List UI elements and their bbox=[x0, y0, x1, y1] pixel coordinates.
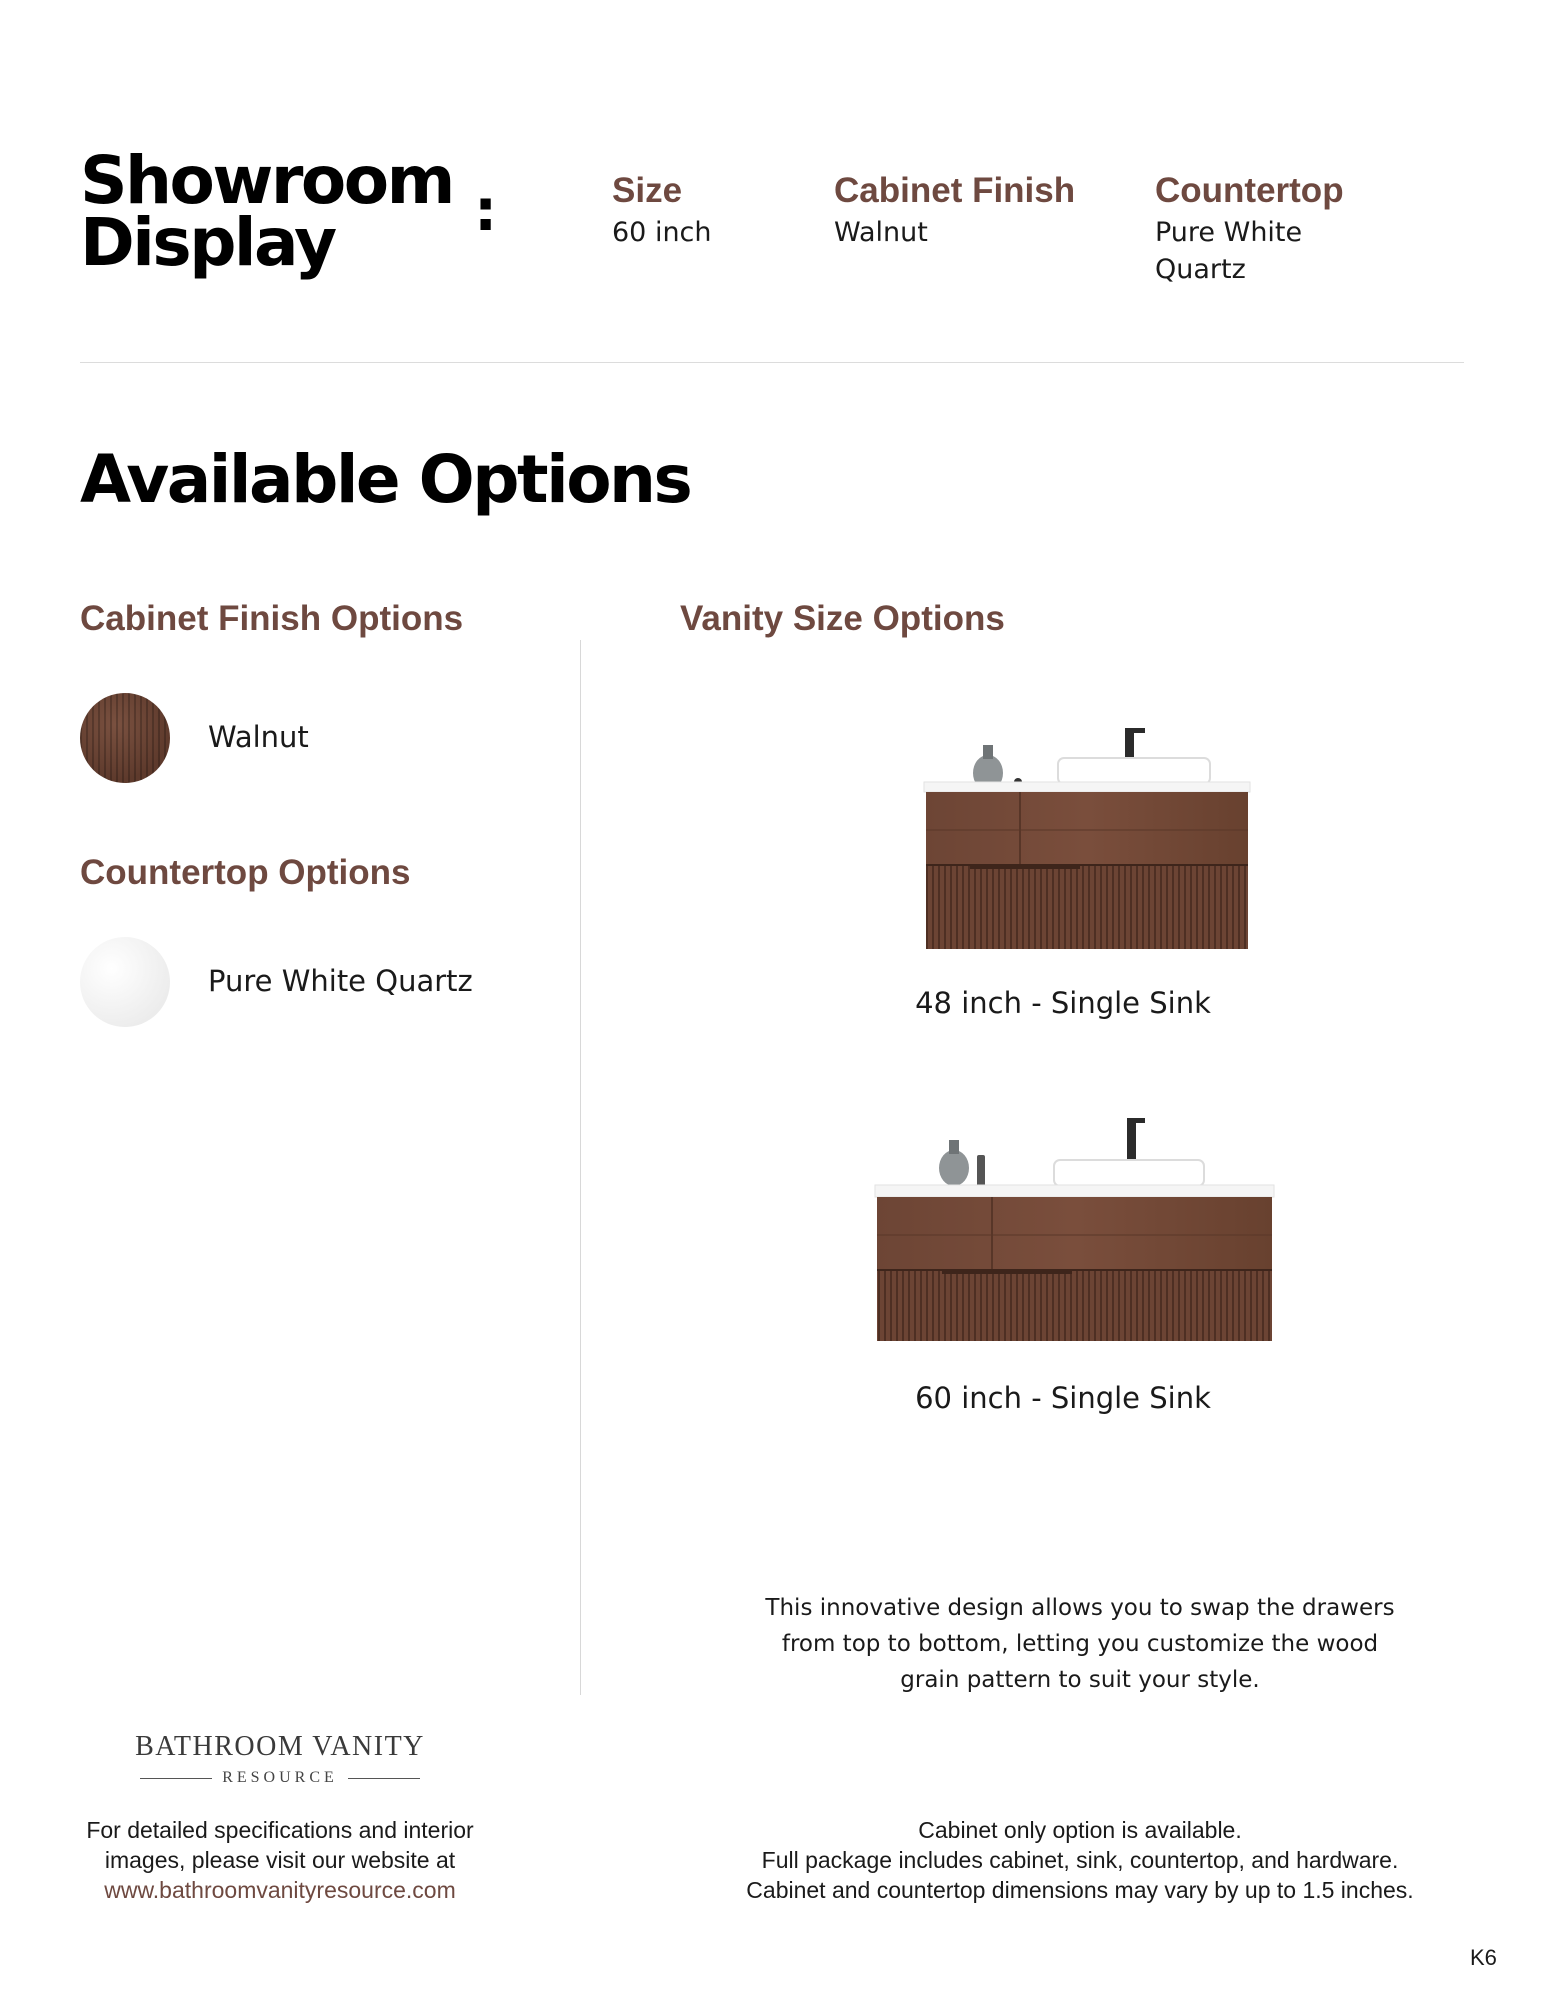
spec-countertop-value-line-2: Quartz bbox=[1155, 254, 1246, 285]
footer-website-info bbox=[40, 1815, 520, 1905]
spec-cabinet-finish bbox=[834, 170, 1075, 251]
page-title-line-2: Display bbox=[80, 204, 335, 281]
column-divider bbox=[580, 640, 581, 1695]
footer-left-line-1: For detailed specifications and interior bbox=[86, 1817, 474, 1843]
page-code: K6 bbox=[1470, 1945, 1497, 1970]
spec-size-label: Size bbox=[612, 171, 683, 210]
title-separator: : bbox=[474, 176, 498, 244]
walnut-swatch bbox=[80, 693, 170, 783]
swap-drawers-note bbox=[760, 1590, 1400, 1698]
page-title-line-1: Showroom bbox=[80, 142, 453, 219]
pure-white-quartz-swatch bbox=[80, 937, 170, 1027]
brand-name-top: BATHROOM VANITY bbox=[135, 1731, 425, 1762]
note-line-1: This innovative design allows you to swap the drawers bbox=[765, 1595, 1395, 1621]
footer-right-line-3: Cabinet and countertop dimensions may vary by up to 1.5 inches. bbox=[746, 1877, 1414, 1903]
vanity-60-inch-caption: 60 inch - Single Sink bbox=[915, 1381, 1211, 1415]
cabinet-finish-options-heading: Cabinet Finish Options bbox=[80, 599, 464, 638]
footer-package-info bbox=[700, 1815, 1460, 1905]
pure-white-quartz-option-label: Pure White Quartz bbox=[208, 964, 473, 998]
footer-left-line-2: images, please visit our website at bbox=[104, 1847, 456, 1873]
spec-countertop-value-line-1: Pure White bbox=[1155, 217, 1303, 248]
vanity-60-inch-image bbox=[872, 1115, 1277, 1347]
brand-rule-left bbox=[140, 1778, 212, 1779]
brand-logo bbox=[130, 1730, 430, 1788]
vanity-48-inch-image bbox=[920, 725, 1255, 957]
vanity-size-options-heading: Vanity Size Options bbox=[680, 599, 1005, 638]
walnut-option-label: Walnut bbox=[208, 720, 309, 754]
footer-right-line-2: Full package includes cabinet, sink, countertop, and hardware. bbox=[761, 1847, 1399, 1873]
brand-name-bottom: RESOURCE bbox=[222, 1769, 338, 1786]
header-divider bbox=[80, 362, 1464, 363]
spec-size bbox=[612, 170, 712, 251]
spec-cabinet-finish-value: Walnut bbox=[834, 217, 928, 248]
spec-countertop bbox=[1155, 170, 1344, 288]
countertop-options-heading: Countertop Options bbox=[80, 853, 411, 892]
brand-rule-right bbox=[348, 1778, 420, 1779]
vanity-48-inch-caption: 48 inch - Single Sink bbox=[915, 986, 1211, 1020]
available-options-title: Available Options bbox=[80, 441, 691, 518]
website-link[interactable]: www.bathroomvanityresource.com bbox=[104, 1877, 456, 1903]
spec-size-value: 60 inch bbox=[612, 217, 712, 248]
page-title bbox=[80, 142, 453, 281]
note-line-3: grain pattern to suit your style. bbox=[900, 1667, 1260, 1693]
spec-cabinet-finish-label: Cabinet Finish bbox=[834, 171, 1076, 210]
note-line-2: from top to bottom, letting you customize the wood bbox=[781, 1631, 1379, 1657]
spec-countertop-label: Countertop bbox=[1155, 171, 1344, 210]
footer-right-line-1: Cabinet only option is available. bbox=[918, 1817, 1242, 1843]
